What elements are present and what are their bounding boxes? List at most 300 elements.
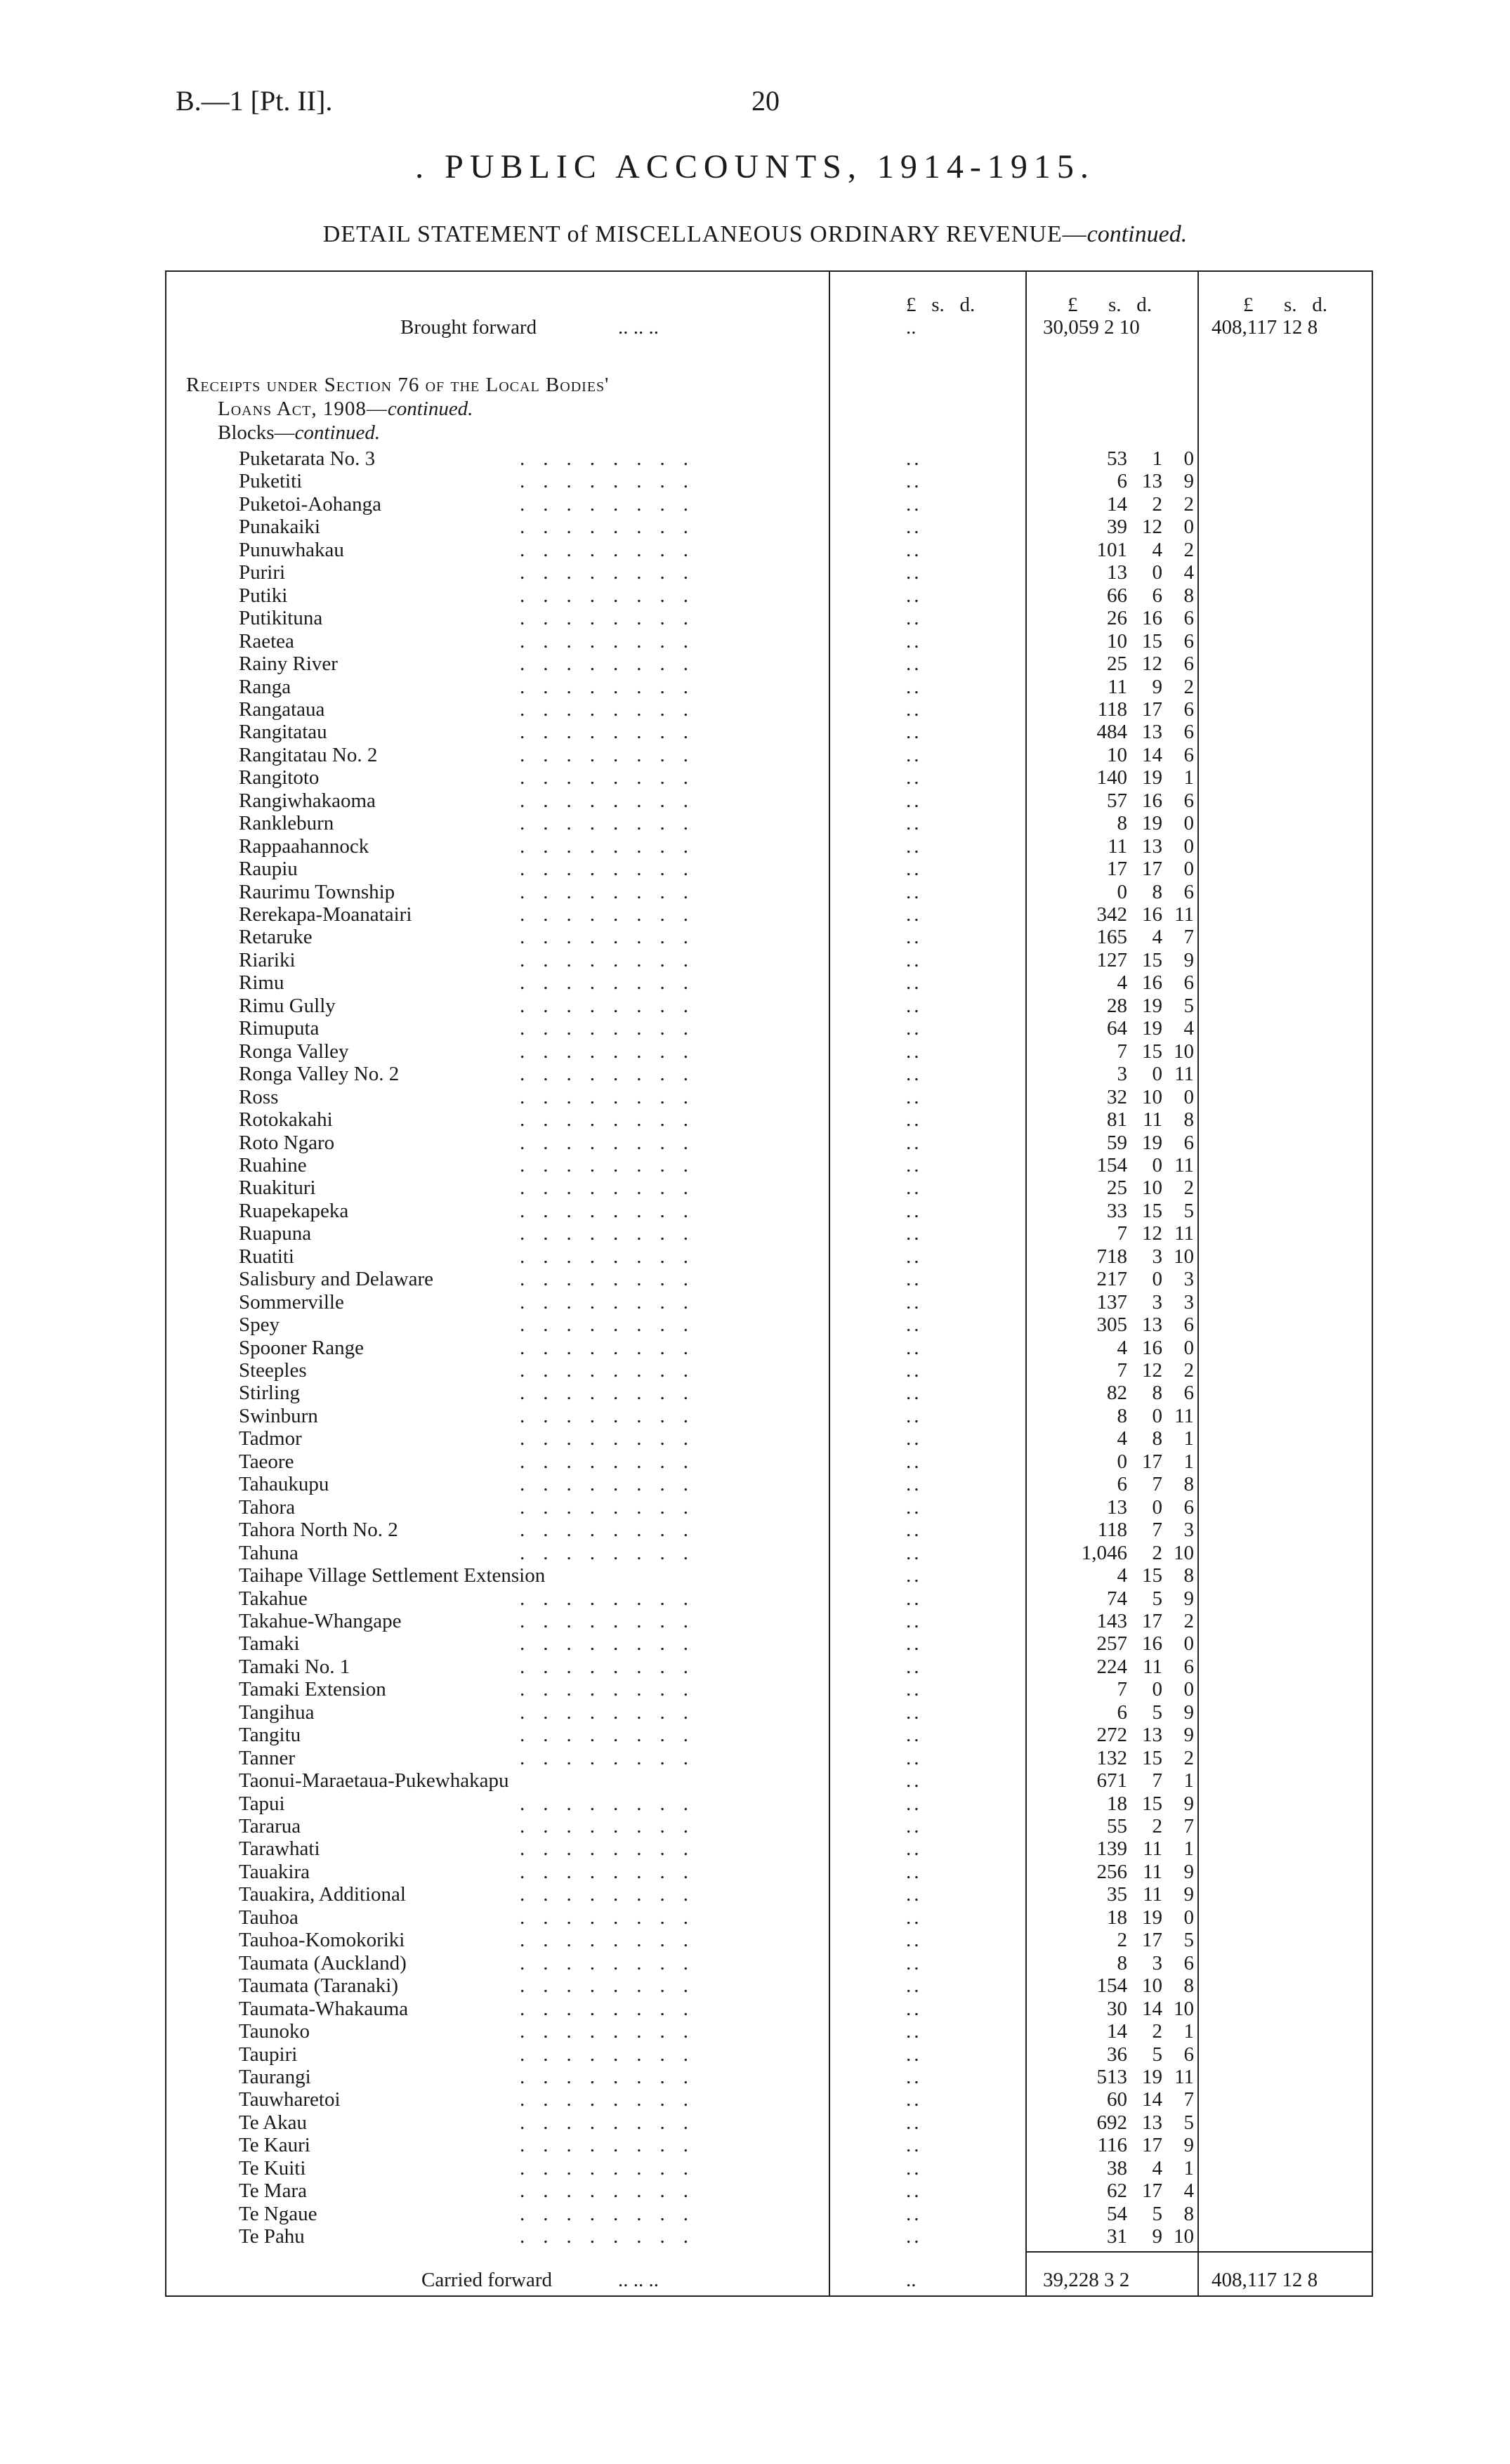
amount-pence: 7 bbox=[1183, 1815, 1194, 1837]
amount-pence: 6 bbox=[1183, 1382, 1194, 1405]
amount-pounds: 6 bbox=[1117, 1473, 1127, 1496]
amount-pence: 6 bbox=[1183, 653, 1194, 676]
table-row bbox=[0, 1974, 1510, 1997]
amount-shillings: 19 bbox=[1142, 812, 1162, 835]
amount-pence: 1 bbox=[1183, 2020, 1194, 2043]
amount-pence: 9 bbox=[1183, 1860, 1194, 1883]
col1-dots: .. bbox=[906, 1746, 922, 1769]
block-name: Te Mara bbox=[239, 2180, 307, 2203]
table-row bbox=[0, 903, 1510, 926]
table-row bbox=[0, 1177, 1510, 1199]
col1-dots: .. bbox=[906, 2225, 922, 2248]
leader-dots: ........ bbox=[520, 1792, 707, 1815]
amount-pounds: 81 bbox=[1107, 1108, 1127, 1132]
table-row bbox=[0, 1793, 1510, 1815]
table-row bbox=[0, 1450, 1510, 1473]
amount-shillings: 11 bbox=[1143, 1837, 1162, 1861]
amount-shillings: 2 bbox=[1152, 1541, 1162, 1564]
amount-shillings: 12 bbox=[1142, 516, 1162, 539]
table-row bbox=[0, 1815, 1510, 1837]
leader-dots: ........ bbox=[520, 1108, 707, 1132]
amount-shillings: 16 bbox=[1142, 1336, 1162, 1359]
col1-dots: .. bbox=[906, 1609, 922, 1632]
amount-pence: 5 bbox=[1183, 2111, 1194, 2134]
table-row bbox=[0, 1086, 1510, 1108]
amount-pounds: 4 bbox=[1117, 1564, 1127, 1587]
table-row bbox=[0, 1883, 1510, 1906]
leader-dots: ........ bbox=[520, 1655, 707, 1678]
block-name: Tamaki Extension bbox=[239, 1678, 386, 1701]
amount-pounds: 18 bbox=[1107, 1906, 1127, 1929]
amount-pence: 6 bbox=[1183, 2043, 1194, 2066]
brought-forward-col1: .. bbox=[906, 316, 917, 339]
leader-dots: ........ bbox=[520, 2225, 707, 2248]
col1-dots: .. bbox=[906, 607, 922, 630]
col1-dots: .. bbox=[906, 675, 922, 698]
col1-dots: .. bbox=[906, 561, 922, 584]
col1-dots: .. bbox=[906, 1792, 922, 1815]
col1-dots: .. bbox=[906, 1085, 922, 1108]
block-name: Tauhoa bbox=[239, 1906, 298, 1929]
col1-dots: .. bbox=[906, 1040, 922, 1063]
leader-dots: ........ bbox=[520, 1541, 707, 1564]
col1-dots: .. bbox=[906, 1951, 922, 1974]
amount-pence: 2 bbox=[1183, 1609, 1194, 1632]
amount-pounds: 33 bbox=[1107, 1199, 1127, 1222]
brought-forward-col3: 408,117 12 8 bbox=[1212, 316, 1318, 339]
block-name: Spey bbox=[239, 1313, 280, 1337]
blocks-heading-continued: continued. bbox=[294, 421, 381, 444]
amount-pounds: 28 bbox=[1107, 994, 1127, 1017]
amount-shillings: 0 bbox=[1152, 1153, 1162, 1177]
table-row bbox=[0, 516, 1510, 538]
amount-pounds: 671 bbox=[1096, 1769, 1127, 1793]
leader-dots: ........ bbox=[520, 948, 707, 971]
amount-pounds: 118 bbox=[1097, 1519, 1127, 1542]
carried-forward-dots: .. .. .. bbox=[618, 2269, 659, 2291]
block-name: Rotokakahi bbox=[239, 1108, 333, 1132]
leader-dots: ........ bbox=[520, 1017, 707, 1040]
amount-pence: 8 bbox=[1183, 2202, 1194, 2225]
col1-dots: .. bbox=[906, 1495, 922, 1519]
leader-dots: ........ bbox=[520, 1883, 707, 1906]
col1-dots: .. bbox=[906, 2202, 922, 2225]
amount-pence: 10 bbox=[1174, 1997, 1194, 2020]
amount-pounds: 118 bbox=[1097, 697, 1127, 721]
amount-shillings: 7 bbox=[1152, 1769, 1162, 1793]
amount-shillings: 13 bbox=[1142, 2111, 1162, 2134]
amount-pounds: 38 bbox=[1107, 2156, 1127, 2180]
amount-pence: 4 bbox=[1183, 1017, 1194, 1040]
amount-pence: 6 bbox=[1183, 971, 1194, 995]
amount-pence: 8 bbox=[1183, 1108, 1194, 1132]
leader-dots: ........ bbox=[520, 1153, 707, 1177]
table-row bbox=[0, 835, 1510, 858]
table-row bbox=[0, 1337, 1510, 1359]
table-row bbox=[0, 1496, 1510, 1519]
column-header-1: £ s. d. bbox=[906, 294, 976, 316]
table-row bbox=[0, 2020, 1510, 2043]
leader-dots: ........ bbox=[520, 1313, 707, 1337]
block-name: Stirling bbox=[239, 1382, 301, 1405]
amount-pounds: 7 bbox=[1117, 1359, 1127, 1382]
amount-pence: 7 bbox=[1183, 926, 1194, 949]
leader-dots: ........ bbox=[520, 2111, 707, 2134]
amount-pence: 0 bbox=[1183, 1085, 1194, 1108]
amount-pounds: 692 bbox=[1096, 2111, 1127, 2134]
amount-shillings: 10 bbox=[1142, 1974, 1162, 1998]
table-row bbox=[0, 1610, 1510, 1632]
amount-shillings: 14 bbox=[1142, 1997, 1162, 2020]
col1-dots: .. bbox=[906, 1382, 922, 1405]
amount-shillings: 16 bbox=[1142, 607, 1162, 630]
leader-dots: ........ bbox=[520, 607, 707, 630]
col1-dots: .. bbox=[906, 1564, 922, 1587]
carried-forward-col2: 39,228 3 2 bbox=[1043, 2269, 1130, 2291]
col1-dots: .. bbox=[906, 1427, 922, 1450]
leader-dots: ........ bbox=[520, 903, 707, 926]
leader-dots: ........ bbox=[520, 1222, 707, 1245]
amount-shillings: 16 bbox=[1142, 789, 1162, 812]
amount-pounds: 57 bbox=[1107, 789, 1127, 812]
amount-pounds: 82 bbox=[1107, 1382, 1127, 1405]
amount-pounds: 64 bbox=[1107, 1017, 1127, 1040]
table-row bbox=[0, 2157, 1510, 2180]
block-name: Tauakira, Additional bbox=[239, 1883, 406, 1906]
col1-dots: .. bbox=[906, 721, 922, 744]
amount-pence: 10 bbox=[1174, 1541, 1194, 1564]
amount-pence: 7 bbox=[1183, 2088, 1194, 2111]
amount-pence: 6 bbox=[1183, 880, 1194, 903]
table-row bbox=[0, 2088, 1510, 2111]
leader-dots: ........ bbox=[520, 1815, 707, 1837]
block-name: Te Pahu bbox=[239, 2225, 305, 2248]
amount-pounds: 484 bbox=[1096, 721, 1127, 744]
amount-pence: 0 bbox=[1183, 447, 1194, 470]
table-row bbox=[0, 1268, 1510, 1290]
col1-dots: .. bbox=[906, 743, 922, 766]
amount-shillings: 19 bbox=[1142, 1017, 1162, 1040]
subtitle-continued: continued. bbox=[1086, 221, 1188, 247]
amount-pounds: 6 bbox=[1117, 470, 1127, 493]
amount-pence: 0 bbox=[1183, 834, 1194, 858]
col1-dots: .. bbox=[906, 1860, 922, 1883]
amount-pence: 1 bbox=[1183, 1450, 1194, 1473]
amount-shillings: 0 bbox=[1152, 1268, 1162, 1291]
col1-dots: .. bbox=[906, 789, 922, 812]
leader-dots: ........ bbox=[520, 2134, 707, 2157]
amount-pounds: 224 bbox=[1096, 1655, 1127, 1678]
block-name: Takahue bbox=[239, 1587, 308, 1610]
block-name: Tauakira bbox=[239, 1860, 310, 1883]
amount-pence: 8 bbox=[1183, 1473, 1194, 1496]
block-name: Spooner Range bbox=[239, 1336, 364, 1359]
statement-subtitle bbox=[0, 221, 1510, 248]
amount-pounds: 3 bbox=[1117, 1063, 1127, 1086]
amount-pence: 2 bbox=[1183, 1359, 1194, 1382]
block-name: Puriri bbox=[239, 561, 286, 584]
amount-shillings: 3 bbox=[1152, 1951, 1162, 1974]
amount-pounds: 154 bbox=[1096, 1153, 1127, 1177]
amount-pounds: 8 bbox=[1117, 1951, 1127, 1974]
table-row bbox=[0, 698, 1510, 721]
amount-pence: 6 bbox=[1183, 1495, 1194, 1519]
blocks-heading bbox=[218, 421, 380, 445]
table-row bbox=[0, 2180, 1510, 2202]
amount-shillings: 11 bbox=[1143, 1860, 1162, 1883]
block-name: Rangitatau bbox=[239, 721, 327, 744]
amount-shillings: 15 bbox=[1142, 1040, 1162, 1063]
amount-shillings: 9 bbox=[1152, 675, 1162, 698]
table-row bbox=[0, 1154, 1510, 1177]
amount-pounds: 13 bbox=[1107, 1495, 1127, 1519]
block-name: Salisbury and Delaware bbox=[239, 1268, 434, 1291]
table-row bbox=[0, 1861, 1510, 1883]
amount-shillings: 15 bbox=[1142, 1792, 1162, 1815]
col1-dots: .. bbox=[906, 1108, 922, 1132]
amount-shillings: 0 bbox=[1152, 1495, 1162, 1519]
leader-dots: ........ bbox=[520, 1609, 707, 1632]
col1-dots: .. bbox=[906, 1313, 922, 1337]
leader-dots: ........ bbox=[520, 1951, 707, 1974]
leader-dots: ........ bbox=[520, 1473, 707, 1496]
leader-dots: ........ bbox=[520, 653, 707, 676]
amount-pounds: 60 bbox=[1107, 2088, 1127, 2111]
leader-dots: ........ bbox=[520, 766, 707, 789]
amount-pounds: 7 bbox=[1117, 1678, 1127, 1701]
col1-dots: .. bbox=[906, 629, 922, 653]
col1-dots: .. bbox=[906, 1815, 922, 1837]
block-name: Rangitatau No. 2 bbox=[239, 743, 378, 766]
leader-dots: ........ bbox=[520, 1450, 707, 1473]
carried-forward-col1: .. bbox=[906, 2269, 917, 2291]
amount-pence: 9 bbox=[1183, 1883, 1194, 1906]
amount-shillings: 12 bbox=[1142, 1222, 1162, 1245]
block-name: Putiki bbox=[239, 584, 288, 607]
amount-pounds: 11 bbox=[1108, 834, 1127, 858]
amount-shillings: 2 bbox=[1152, 1815, 1162, 1837]
amount-shillings: 17 bbox=[1142, 697, 1162, 721]
col1-dots: .. bbox=[906, 1359, 922, 1382]
amount-shillings: 3 bbox=[1152, 1290, 1162, 1313]
col1-dots: .. bbox=[906, 2134, 922, 2157]
col1-dots: .. bbox=[906, 1906, 922, 1929]
col1-dots: .. bbox=[906, 1655, 922, 1678]
leader-dots: ........ bbox=[520, 1359, 707, 1382]
leader-dots: ........ bbox=[520, 675, 707, 698]
table-row bbox=[0, 766, 1510, 789]
leader-dots: ........ bbox=[520, 1632, 707, 1656]
amount-pounds: 7 bbox=[1117, 1040, 1127, 1063]
block-name: Roto Ngaro bbox=[239, 1131, 335, 1154]
col1-dots: .. bbox=[906, 2111, 922, 2134]
leader-dots: ........ bbox=[520, 538, 707, 561]
amount-pounds: 116 bbox=[1097, 2134, 1127, 2157]
amount-pounds: 25 bbox=[1107, 1177, 1127, 1200]
table-row bbox=[0, 1313, 1510, 1336]
amount-shillings: 16 bbox=[1142, 1632, 1162, 1656]
col1-dots: .. bbox=[906, 1177, 922, 1200]
amount-pence: 8 bbox=[1183, 1564, 1194, 1587]
col1-dots: .. bbox=[906, 1541, 922, 1564]
amount-pence: 9 bbox=[1183, 1724, 1194, 1747]
amount-shillings: 0 bbox=[1152, 1063, 1162, 1086]
amount-pounds: 165 bbox=[1096, 926, 1127, 949]
table-row bbox=[0, 447, 1510, 470]
leader-dots: ........ bbox=[520, 561, 707, 584]
block-name: Puketarata No. 3 bbox=[239, 447, 376, 470]
table-row bbox=[0, 1382, 1510, 1404]
amount-pence: 2 bbox=[1183, 1746, 1194, 1769]
table-row bbox=[0, 858, 1510, 880]
col1-dots: .. bbox=[906, 447, 922, 470]
leader-dots: ........ bbox=[520, 2065, 707, 2088]
amount-shillings: 13 bbox=[1142, 1313, 1162, 1337]
leader-dots: ........ bbox=[520, 2202, 707, 2225]
amount-pence: 10 bbox=[1174, 1245, 1194, 1268]
amount-pounds: 140 bbox=[1096, 766, 1127, 789]
table-row bbox=[0, 1519, 1510, 1541]
leader-dots: ........ bbox=[520, 1085, 707, 1108]
table-row bbox=[0, 1656, 1510, 1678]
leader-dots: ........ bbox=[520, 1427, 707, 1450]
amount-pounds: 17 bbox=[1107, 858, 1127, 881]
total-rule bbox=[1025, 2251, 1373, 2253]
amount-shillings: 12 bbox=[1142, 653, 1162, 676]
leader-dots: ........ bbox=[520, 516, 707, 539]
col1-dots: .. bbox=[906, 2180, 922, 2203]
block-name: Ruahine bbox=[239, 1153, 307, 1177]
block-name: Ruatiti bbox=[239, 1245, 294, 1268]
block-name: Ruakituri bbox=[239, 1177, 316, 1200]
col1-dots: .. bbox=[906, 2088, 922, 2111]
amount-pounds: 53 bbox=[1107, 447, 1127, 470]
amount-pounds: 154 bbox=[1096, 1974, 1127, 1998]
block-name: Rangataua bbox=[239, 697, 325, 721]
amount-pence: 6 bbox=[1183, 629, 1194, 653]
amount-pounds: 26 bbox=[1107, 607, 1127, 630]
col1-dots: .. bbox=[906, 834, 922, 858]
amount-pounds: 8 bbox=[1117, 812, 1127, 835]
leader-dots: ........ bbox=[520, 1724, 707, 1747]
col1-dots: .. bbox=[906, 1974, 922, 1998]
amount-shillings: 10 bbox=[1142, 1177, 1162, 1200]
leader-dots: ........ bbox=[520, 1587, 707, 1610]
column-header-2: £ s. d. bbox=[1068, 294, 1153, 316]
amount-shillings: 16 bbox=[1142, 903, 1162, 926]
block-name: Te Akau bbox=[239, 2111, 308, 2134]
leader-dots: ........ bbox=[520, 1860, 707, 1883]
amount-pounds: 39 bbox=[1107, 516, 1127, 539]
amount-shillings: 19 bbox=[1142, 1906, 1162, 1929]
block-name: Tamaki bbox=[239, 1632, 300, 1656]
block-name: Steeples bbox=[239, 1359, 307, 1382]
leader-dots: ........ bbox=[520, 2043, 707, 2066]
leader-dots: ........ bbox=[520, 971, 707, 995]
amount-pounds: 32 bbox=[1107, 1085, 1127, 1108]
table-row bbox=[0, 1200, 1510, 1222]
leader-dots: ........ bbox=[520, 1268, 707, 1291]
brought-forward-col2: 30,059 2 10 bbox=[1043, 316, 1140, 339]
amount-pounds: 11 bbox=[1108, 675, 1127, 698]
leader-dots: ........ bbox=[520, 812, 707, 835]
block-name: Taonui-Maraetaua-Pukewhakapu bbox=[239, 1769, 509, 1793]
amount-pence: 0 bbox=[1183, 1906, 1194, 1929]
block-name: Taupiri bbox=[239, 2043, 298, 2066]
leader-dots: ........ bbox=[520, 1040, 707, 1063]
table-row bbox=[0, 1427, 1510, 1450]
leader-dots: ........ bbox=[520, 2180, 707, 2203]
block-name: Punuwhakau bbox=[239, 538, 344, 561]
table-row bbox=[0, 1542, 1510, 1564]
block-name: Rimu bbox=[239, 971, 284, 995]
amount-shillings: 13 bbox=[1142, 721, 1162, 744]
amount-pence: 6 bbox=[1183, 1951, 1194, 1974]
amount-pence: 2 bbox=[1183, 492, 1194, 516]
amount-shillings: 14 bbox=[1142, 2088, 1162, 2111]
block-name: Taumata (Auckland) bbox=[239, 1951, 407, 1974]
amount-shillings: 6 bbox=[1152, 584, 1162, 607]
leader-dots: ........ bbox=[520, 470, 707, 493]
amount-pounds: 132 bbox=[1096, 1746, 1127, 1769]
block-name: Rainy River bbox=[239, 653, 338, 676]
block-name: Ronga Valley bbox=[239, 1040, 349, 1063]
block-name: Tararua bbox=[239, 1815, 301, 1837]
block-name: Rangitoto bbox=[239, 766, 320, 789]
col1-dots: .. bbox=[906, 2065, 922, 2088]
amount-pence: 4 bbox=[1183, 561, 1194, 584]
table-row bbox=[0, 539, 1510, 561]
col1-dots: .. bbox=[906, 1769, 922, 1793]
amount-shillings: 4 bbox=[1152, 926, 1162, 949]
amount-pence: 2 bbox=[1183, 538, 1194, 561]
block-name: Tapui bbox=[239, 1792, 285, 1815]
table-row bbox=[0, 2203, 1510, 2225]
table-row bbox=[0, 1017, 1510, 1040]
amount-pounds: 13 bbox=[1107, 561, 1127, 584]
block-name: Punakaiki bbox=[239, 516, 320, 539]
leader-dots: ........ bbox=[520, 789, 707, 812]
col1-dots: .. bbox=[906, 1632, 922, 1656]
block-name: Te Ngaue bbox=[239, 2202, 317, 2225]
table-row bbox=[0, 1701, 1510, 1724]
amount-pounds: 14 bbox=[1107, 492, 1127, 516]
table-row bbox=[0, 2066, 1510, 2088]
amount-shillings: 16 bbox=[1142, 971, 1162, 995]
col1-dots: .. bbox=[906, 1837, 922, 1861]
amount-pence: 0 bbox=[1183, 516, 1194, 539]
section-heading-act: Loans Act, 1908— bbox=[218, 398, 388, 420]
leader-dots: ........ bbox=[520, 1199, 707, 1222]
amount-pence: 6 bbox=[1183, 1131, 1194, 1154]
col1-dots: .. bbox=[906, 1473, 922, 1496]
page-title: . PUBLIC ACCOUNTS, 1914-1915. bbox=[415, 148, 1095, 185]
amount-shillings: 5 bbox=[1152, 1587, 1162, 1610]
col1-dots: .. bbox=[906, 766, 922, 789]
block-name: Tahaukupu bbox=[239, 1473, 329, 1496]
amount-pence: 8 bbox=[1183, 584, 1194, 607]
subtitle-main: DETAIL STATEMENT of MISCELLANEOUS ORDINARY REVENUE— bbox=[322, 221, 1087, 247]
amount-pounds: 6 bbox=[1117, 1700, 1127, 1724]
amount-pounds: 101 bbox=[1096, 538, 1127, 561]
amount-shillings: 2 bbox=[1152, 492, 1162, 516]
amount-pence: 6 bbox=[1183, 1655, 1194, 1678]
col1-dots: .. bbox=[906, 492, 922, 516]
amount-pounds: 0 bbox=[1117, 1450, 1127, 1473]
leader-dots: ........ bbox=[520, 994, 707, 1017]
col1-dots: .. bbox=[906, 653, 922, 676]
table-row bbox=[0, 1747, 1510, 1769]
